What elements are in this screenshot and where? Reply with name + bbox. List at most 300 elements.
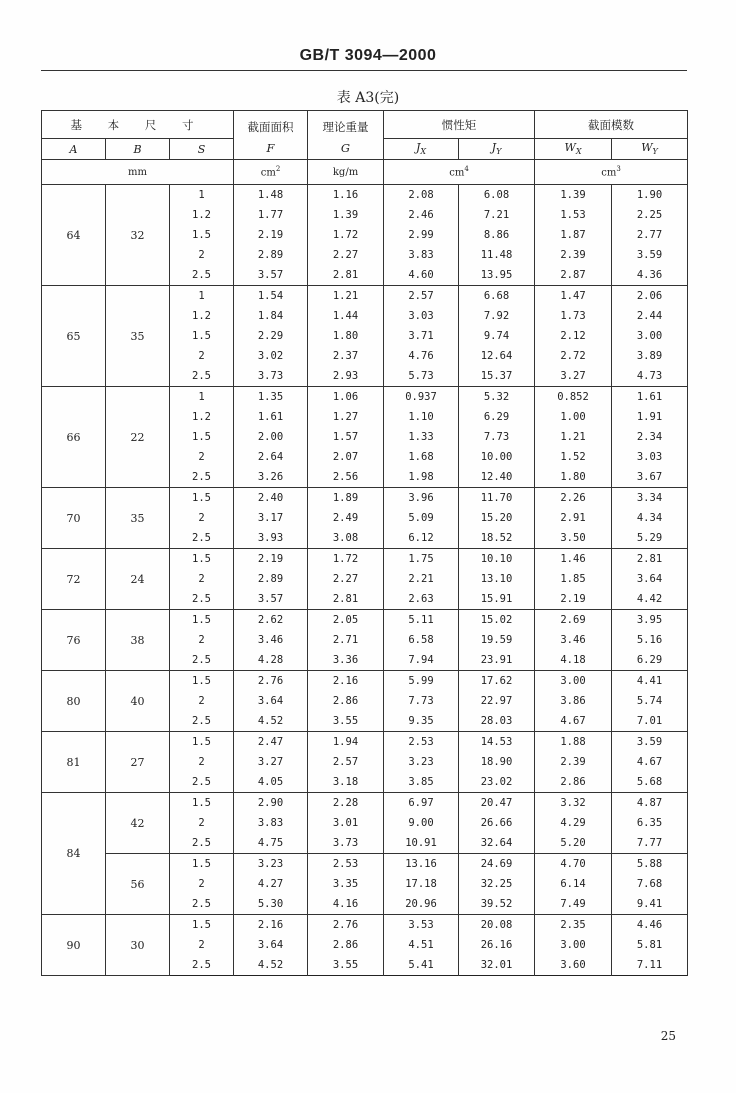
table-row [42,671,688,692]
cell-f: 2.64 [234,447,308,467]
cell-jx: 5.41 [384,955,459,976]
cell-wx: 3.32 [535,793,612,814]
cell-s: 2.5 [170,528,234,549]
cell-jx: 3.03 [384,306,459,326]
cell-f: 4.75 [234,833,308,854]
unit-kgm: kg/m [308,160,384,185]
cell-wx: 4.67 [535,711,612,732]
cell-g: 1.39 [308,205,384,225]
cell-a: 90 [42,915,106,976]
cell-b: 42 [106,793,170,854]
cell-jx: 10.91 [384,833,459,854]
cell-jy: 28.03 [459,711,535,732]
cell-jy: 20.47 [459,793,535,814]
cell-wx: 1.73 [535,306,612,326]
cell-jx: 3.23 [384,752,459,772]
cell-s: 2.5 [170,366,234,387]
cell-wx: 2.19 [535,589,612,610]
cell-wy: 9.41 [612,894,688,915]
cell-wx: 3.00 [535,935,612,955]
cell-jx: 5.11 [384,610,459,631]
header-rule [41,70,687,71]
cell-f: 3.57 [234,589,308,610]
cell-g: 2.93 [308,366,384,387]
cell-b: 30 [106,915,170,976]
cell-f: 3.64 [234,691,308,711]
table-body [42,185,688,976]
cell-wx: 1.00 [535,407,612,427]
cell-jy: 7.21 [459,205,535,225]
cell-b: 35 [106,286,170,387]
cell-wx: 5.20 [535,833,612,854]
cell-jx: 2.53 [384,732,459,753]
header-col-jx: $J_X$ [384,139,459,160]
cell-f: 4.05 [234,772,308,793]
header-modulus: 截面模数 [535,111,688,139]
cell-wy: 2.77 [612,225,688,245]
cell-wx: 2.39 [535,245,612,265]
cell-a: 84 [42,793,106,915]
cell-s: 1.5 [170,549,234,570]
cell-wx: 2.26 [535,488,612,509]
cell-b: 27 [106,732,170,793]
cell-s: 1.2 [170,306,234,326]
cell-s: 2.5 [170,589,234,610]
table-row [42,488,688,509]
table-caption: 表 A3(完) [336,90,400,106]
cell-wx: 4.29 [535,813,612,833]
cell-jy: 13.10 [459,569,535,589]
cell-f: 3.17 [234,508,308,528]
cell-jx: 0.937 [384,387,459,408]
cell-a: 81 [42,732,106,793]
cell-s: 2 [170,508,234,528]
cell-wy: 4.46 [612,915,688,936]
cell-g: 2.07 [308,447,384,467]
cell-wx: 1.46 [535,549,612,570]
cell-g: 2.86 [308,935,384,955]
cell-jx: 6.58 [384,630,459,650]
cell-wx: 7.49 [535,894,612,915]
cell-f: 3.64 [234,935,308,955]
cell-a: 80 [42,671,106,732]
cell-wy: 4.67 [612,752,688,772]
cell-g: 3.35 [308,874,384,894]
cell-f: 1.54 [234,286,308,307]
cell-g: 1.94 [308,732,384,753]
cell-s: 1.5 [170,488,234,509]
cell-jy: 11.70 [459,488,535,509]
cell-wy: 3.34 [612,488,688,509]
cell-jx: 1.98 [384,467,459,488]
unit-mm: mm [42,160,234,185]
cell-jx: 2.08 [384,185,459,206]
cell-s: 1.5 [170,671,234,692]
cell-s: 1.2 [170,407,234,427]
cell-f: 3.02 [234,346,308,366]
cell-s: 2.5 [170,955,234,976]
cell-wy: 6.29 [612,650,688,671]
cell-wy: 4.36 [612,265,688,286]
cell-f: 2.29 [234,326,308,346]
table-row [42,793,688,814]
section-properties-table [41,110,688,976]
cell-f: 3.27 [234,752,308,772]
table-row [42,732,688,753]
cell-f: 4.28 [234,650,308,671]
cell-g: 2.28 [308,793,384,814]
cell-f: 3.57 [234,265,308,286]
cell-jy: 32.64 [459,833,535,854]
cell-wx: 1.52 [535,447,612,467]
cell-jy: 32.25 [459,874,535,894]
cell-wx: 3.50 [535,528,612,549]
cell-f: 2.90 [234,793,308,814]
cell-wy: 3.00 [612,326,688,346]
cell-wy: 3.03 [612,447,688,467]
cell-g: 2.27 [308,569,384,589]
cell-wx: 4.70 [535,854,612,875]
cell-jy: 13.95 [459,265,535,286]
cell-g: 2.81 [308,265,384,286]
cell-g: 3.18 [308,772,384,793]
cell-g: 1.72 [308,225,384,245]
cell-wy: 3.59 [612,732,688,753]
cell-wx: 0.852 [535,387,612,408]
cell-wx: 6.14 [535,874,612,894]
cell-wx: 4.18 [535,650,612,671]
cell-wx: 2.12 [535,326,612,346]
cell-jx: 7.94 [384,650,459,671]
cell-jy: 18.90 [459,752,535,772]
cell-g: 2.57 [308,752,384,772]
cell-g: 2.76 [308,915,384,936]
cell-s: 2 [170,346,234,366]
cell-jy: 19.59 [459,630,535,650]
cell-jy: 8.86 [459,225,535,245]
cell-jx: 3.53 [384,915,459,936]
cell-wy: 4.73 [612,366,688,387]
cell-s: 1.5 [170,915,234,936]
cell-s: 2 [170,447,234,467]
cell-jx: 5.99 [384,671,459,692]
cell-s: 2.5 [170,833,234,854]
cell-wy: 5.68 [612,772,688,793]
cell-f: 4.52 [234,711,308,732]
cell-jx: 2.57 [384,286,459,307]
cell-f: 5.30 [234,894,308,915]
cell-wx: 2.39 [535,752,612,772]
cell-jy: 14.53 [459,732,535,753]
cell-jy: 15.20 [459,508,535,528]
cell-b: 32 [106,185,170,286]
cell-g: 3.08 [308,528,384,549]
cell-jx: 5.73 [384,366,459,387]
cell-s: 2 [170,569,234,589]
cell-wy: 1.90 [612,185,688,206]
cell-jx: 3.96 [384,488,459,509]
table-row [42,286,688,307]
cell-jx: 9.00 [384,813,459,833]
cell-jy: 6.08 [459,185,535,206]
cell-wx: 2.35 [535,915,612,936]
cell-jx: 4.60 [384,265,459,286]
cell-b: 35 [106,488,170,549]
cell-wy: 4.34 [612,508,688,528]
cell-jx: 2.46 [384,205,459,225]
cell-jx: 6.97 [384,793,459,814]
cell-f: 4.27 [234,874,308,894]
page-number: 25 [660,1029,676,1043]
cell-g: 2.05 [308,610,384,631]
header-col-jy: $J_Y$ [459,139,535,160]
cell-jy: 11.48 [459,245,535,265]
cell-g: 1.21 [308,286,384,307]
cell-a: 70 [42,488,106,549]
document-code: GB/T 3094—2000 [299,47,437,64]
cell-s: 2 [170,874,234,894]
cell-g: 1.06 [308,387,384,408]
cell-f: 2.89 [234,569,308,589]
cell-g: 2.37 [308,346,384,366]
cell-wy: 5.81 [612,935,688,955]
cell-g: 1.16 [308,185,384,206]
cell-jy: 17.62 [459,671,535,692]
cell-s: 1.2 [170,205,234,225]
cell-s: 1.5 [170,610,234,631]
cell-jx: 9.35 [384,711,459,732]
cell-jy: 23.02 [459,772,535,793]
cell-jy: 20.08 [459,915,535,936]
cell-s: 2 [170,935,234,955]
cell-f: 4.52 [234,955,308,976]
cell-s: 1 [170,387,234,408]
cell-g: 2.81 [308,589,384,610]
cell-jx: 4.51 [384,935,459,955]
cell-f: 2.19 [234,549,308,570]
header-inertia: 惯性矩 [384,111,535,139]
cell-s: 1.5 [170,326,234,346]
cell-wx: 2.86 [535,772,612,793]
cell-jy: 23.91 [459,650,535,671]
cell-wy: 6.35 [612,813,688,833]
header-basic-dimensions: 基 本 尺 寸 [42,111,234,139]
cell-wy: 3.64 [612,569,688,589]
cell-a: 65 [42,286,106,387]
cell-g: 3.01 [308,813,384,833]
cell-a: 72 [42,549,106,610]
cell-wx: 3.46 [535,630,612,650]
unit-cm3: $cm^3$ [535,160,688,185]
cell-jy: 39.52 [459,894,535,915]
cell-wy: 2.25 [612,205,688,225]
cell-f: 1.48 [234,185,308,206]
cell-s: 2.5 [170,772,234,793]
cell-jx: 1.33 [384,427,459,447]
cell-s: 2.5 [170,265,234,286]
cell-s: 1.5 [170,225,234,245]
cell-jx: 3.83 [384,245,459,265]
cell-jy: 10.00 [459,447,535,467]
cell-wy: 5.16 [612,630,688,650]
cell-wy: 5.88 [612,854,688,875]
cell-s: 2.5 [170,894,234,915]
cell-b: 56 [106,854,170,915]
cell-s: 1.5 [170,427,234,447]
cell-wy: 2.06 [612,286,688,307]
cell-wx: 3.00 [535,671,612,692]
cell-jy: 18.52 [459,528,535,549]
cell-wx: 3.60 [535,955,612,976]
cell-a: 66 [42,387,106,488]
cell-f: 3.93 [234,528,308,549]
cell-f: 1.77 [234,205,308,225]
cell-jy: 32.01 [459,955,535,976]
cell-wy: 4.41 [612,671,688,692]
cell-a: 76 [42,610,106,671]
header-col-wx: $W_X$ [535,139,612,160]
cell-wy: 7.11 [612,955,688,976]
cell-jx: 2.99 [384,225,459,245]
cell-wx: 2.69 [535,610,612,631]
cell-jy: 6.29 [459,407,535,427]
header-col-wy: $W_Y$ [612,139,688,160]
cell-g: 2.56 [308,467,384,488]
cell-b: 40 [106,671,170,732]
cell-jx: 6.12 [384,528,459,549]
cell-jx: 2.21 [384,569,459,589]
cell-jy: 7.73 [459,427,535,447]
cell-jy: 5.32 [459,387,535,408]
cell-f: 2.62 [234,610,308,631]
cell-s: 2 [170,630,234,650]
cell-wx: 3.27 [535,366,612,387]
cell-s: 2 [170,691,234,711]
cell-g: 2.49 [308,508,384,528]
cell-s: 1.5 [170,732,234,753]
cell-f: 3.23 [234,854,308,875]
cell-g: 2.16 [308,671,384,692]
cell-jx: 5.09 [384,508,459,528]
cell-jy: 24.69 [459,854,535,875]
cell-wx: 1.47 [535,286,612,307]
cell-g: 1.57 [308,427,384,447]
cell-jx: 3.85 [384,772,459,793]
cell-g: 2.27 [308,245,384,265]
cell-wx: 1.88 [535,732,612,753]
cell-wx: 1.80 [535,467,612,488]
cell-wy: 4.42 [612,589,688,610]
header-col-a: A [42,139,106,160]
cell-jy: 15.37 [459,366,535,387]
cell-s: 1 [170,185,234,206]
cell-f: 3.83 [234,813,308,833]
cell-f: 1.84 [234,306,308,326]
table-row [42,854,688,875]
cell-s: 2 [170,752,234,772]
cell-a: 64 [42,185,106,286]
cell-jy: 12.40 [459,467,535,488]
cell-jy: 26.66 [459,813,535,833]
cell-jy: 22.97 [459,691,535,711]
cell-jx: 4.76 [384,346,459,366]
cell-jy: 15.02 [459,610,535,631]
cell-wy: 3.95 [612,610,688,631]
cell-wy: 7.68 [612,874,688,894]
cell-wy: 3.89 [612,346,688,366]
cell-wx: 3.86 [535,691,612,711]
unit-cm4: $cm^4$ [384,160,535,185]
cell-wy: 5.29 [612,528,688,549]
cell-jy: 6.68 [459,286,535,307]
cell-f: 3.46 [234,630,308,650]
cell-wy: 3.67 [612,467,688,488]
cell-f: 2.47 [234,732,308,753]
cell-jx: 1.68 [384,447,459,467]
header-col-b: B [106,139,170,160]
header-col-s: S [170,139,234,160]
cell-jx: 13.16 [384,854,459,875]
cell-g: 3.36 [308,650,384,671]
cell-g: 3.73 [308,833,384,854]
cell-wy: 2.34 [612,427,688,447]
table-row [42,610,688,631]
cell-s: 1.5 [170,854,234,875]
cell-g: 1.27 [308,407,384,427]
table-row [42,549,688,570]
cell-s: 2.5 [170,711,234,732]
header-weight: 理论重量 G [308,111,384,160]
cell-f: 1.35 [234,387,308,408]
cell-jx: 17.18 [384,874,459,894]
cell-s: 2.5 [170,467,234,488]
cell-f: 2.19 [234,225,308,245]
cell-g: 1.72 [308,549,384,570]
cell-wx: 1.87 [535,225,612,245]
cell-s: 1 [170,286,234,307]
cell-wy: 4.87 [612,793,688,814]
cell-wx: 1.53 [535,205,612,225]
table-row [42,387,688,408]
cell-wx: 1.85 [535,569,612,589]
cell-jx: 7.73 [384,691,459,711]
cell-jy: 7.92 [459,306,535,326]
cell-f: 1.61 [234,407,308,427]
cell-g: 2.86 [308,691,384,711]
cell-wy: 7.01 [612,711,688,732]
cell-f: 2.40 [234,488,308,509]
unit-cm2: $cm^2$ [234,160,308,185]
cell-jy: 12.64 [459,346,535,366]
cell-f: 2.76 [234,671,308,692]
cell-s: 2 [170,245,234,265]
cell-wx: 1.21 [535,427,612,447]
table-container [41,110,688,976]
cell-s: 2.5 [170,650,234,671]
cell-wy: 5.74 [612,691,688,711]
cell-jy: 26.16 [459,935,535,955]
cell-wy: 1.61 [612,387,688,408]
cell-g: 1.44 [308,306,384,326]
cell-jx: 2.63 [384,589,459,610]
cell-wy: 7.77 [612,833,688,854]
cell-g: 2.71 [308,630,384,650]
cell-wx: 2.72 [535,346,612,366]
cell-b: 22 [106,387,170,488]
cell-wx: 2.91 [535,508,612,528]
cell-f: 3.73 [234,366,308,387]
cell-f: 3.26 [234,467,308,488]
